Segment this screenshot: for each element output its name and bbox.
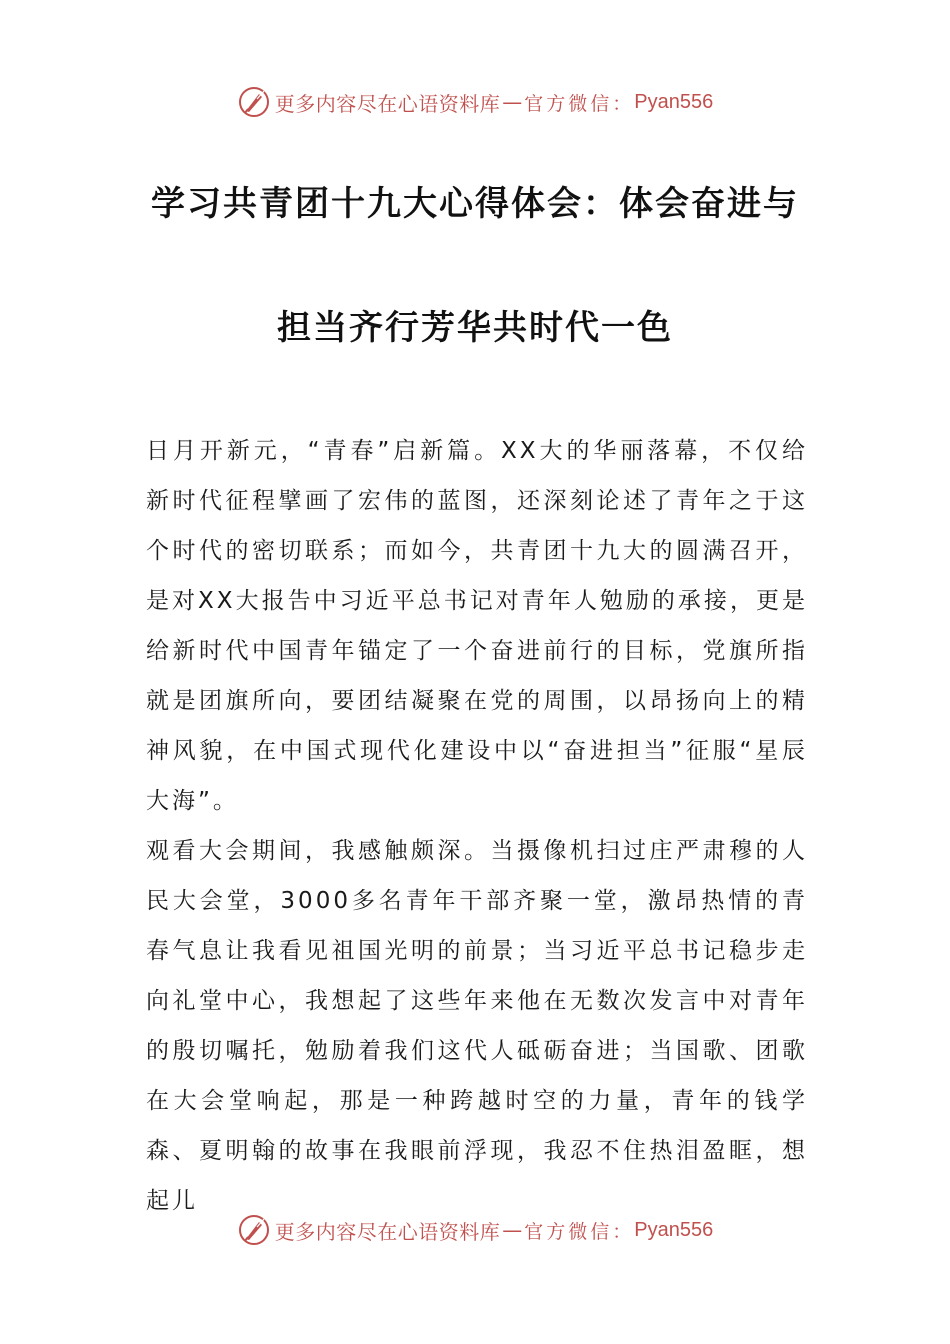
document-title-line-2: 担当齐行芳华共时代一色 (277, 308, 673, 348)
document-title-line-1: 学习共青团十九大心得体会：体会奋进与 (151, 184, 799, 224)
quill-logo-icon (237, 85, 271, 119)
body-paragraph: 日月开新元，“青春”启新篇。XX大的华丽落幕，不仅给新时代征程擘画了宏伟的蓝图，还深刻论述了青年之于这个时代的密切联系；而如今，共青团十九大的圆满召开，是对XX大报告中习近平总书记对青年人勉励的承接，更是给新时代中国青年锚定了一个奋进前行的目标，党旗所指就是团旗所向，要团结凝聚在党的周围，以昂扬向上的精神风貌，在中国式现代化建设中以“奋进担当”征服“星辰大海”。 (146, 438, 808, 814)
document-body (146, 426, 808, 1226)
banner-official-label: 官方微信： (524, 1220, 635, 1243)
banner-separator: — (502, 1218, 523, 1242)
banner-main-text: 更多内容尽在心语资料库 (274, 1219, 501, 1244)
banner-official-label: 官方微信： (524, 92, 635, 115)
header-banner (0, 82, 950, 122)
body-paragraph: 观看大会期间，我感触颇深。当摄像机扫过庄严肃穆的人民大会堂，3000多名青年干部齐聚一堂，激昂热情的青春气息让我看见祖国光明的前景；当习近平总书记稳步走向礼堂中心，我想起了这些年来他在无数次发言中对青年的殷切嘱托，勉励着我们这代人砥砺奋进；当国歌、团歌在大会堂响起，那是一种跨越时空的力量，青年的钱学森、夏明翰的故事在我眼前浮现，我忍不住热泪盈眶，想起儿 (146, 838, 808, 1214)
banner-wechat-id: Pyan556 (634, 1218, 714, 1241)
banner-wechat-id: Pyan556 (634, 90, 714, 113)
banner-main-text: 更多内容尽在心语资料库 (274, 91, 501, 116)
quill-logo-icon (237, 1213, 271, 1247)
footer-banner (0, 1210, 950, 1250)
banner-separator: — (502, 90, 523, 114)
